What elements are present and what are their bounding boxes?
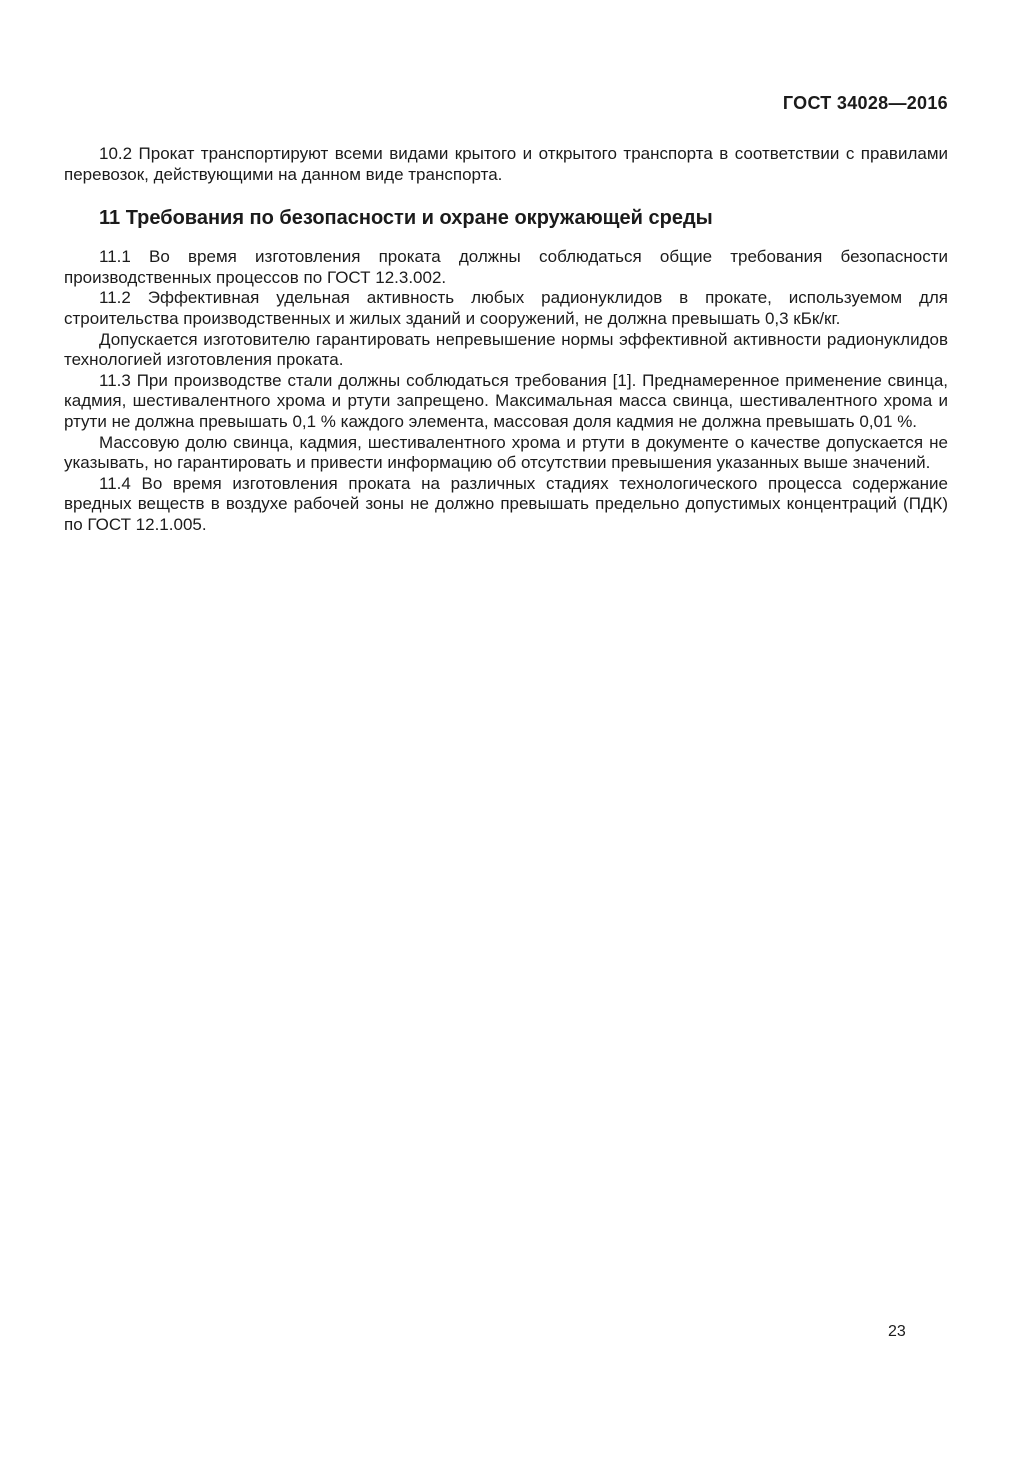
paragraph-11-2-note: Допускается изготовителю гарантировать непревышение нормы эффективной активности радионуклидов технологией изготовления проката. [64, 329, 948, 370]
paragraph-11-3-note: Массовую долю свинца, кадмия, шестивалентного хрома и ртути в документе о качестве допускается не указывать, но гарантировать и привести информацию об отсутствии превышения указанных выше значений. [64, 432, 948, 473]
paragraph-11-3: 11.3 При производстве стали должны соблюдаться требования [1]. Преднамеренное применение свинца, кадмия, шестивалентного хрома и ртути запрещено. Максимальная масса свинца, шестивалентного хрома и ртути не должна превышать 0,1 % каждого элемента, массовая доля кадмия не должна превышать 0,01 %. [64, 370, 948, 431]
paragraph-11-1: 11.1 Во время изготовления проката должны соблюдаться общие требования безопасности производственных процессов по ГОСТ 12.3.002. [64, 247, 948, 287]
running-header: ГОСТ 34028—2016 [782, 93, 948, 113]
paragraph-11-2: 11.2 Эффективная удельная активность любых радионуклидов в прокате, используемом для строительства производственных и жилых зданий и сооружений, не должна превышать 0,3 кБк/кг. [64, 288, 948, 328]
page-number: 23 [888, 1323, 906, 1340]
section-11-heading: 11 Требования по безопасности и охране окружающей среды [99, 207, 713, 230]
paragraph-10-2: 10.2 Прокат транспортируют всеми видами крытого и открытого транспорта в соответствии с правилами перевозок, действующими на данном виде транспорта. [64, 144, 948, 184]
paragraph-11-4: 11.4 Во время изготовления проката на различных стадиях технологического процесса содержание вредных веществ в воздухе рабочей зоны не должно превышать предельно допустимых концентраций (ПДК) по ГОСТ 12.1.005. [64, 473, 948, 534]
page-content [64, 0, 948, 536]
